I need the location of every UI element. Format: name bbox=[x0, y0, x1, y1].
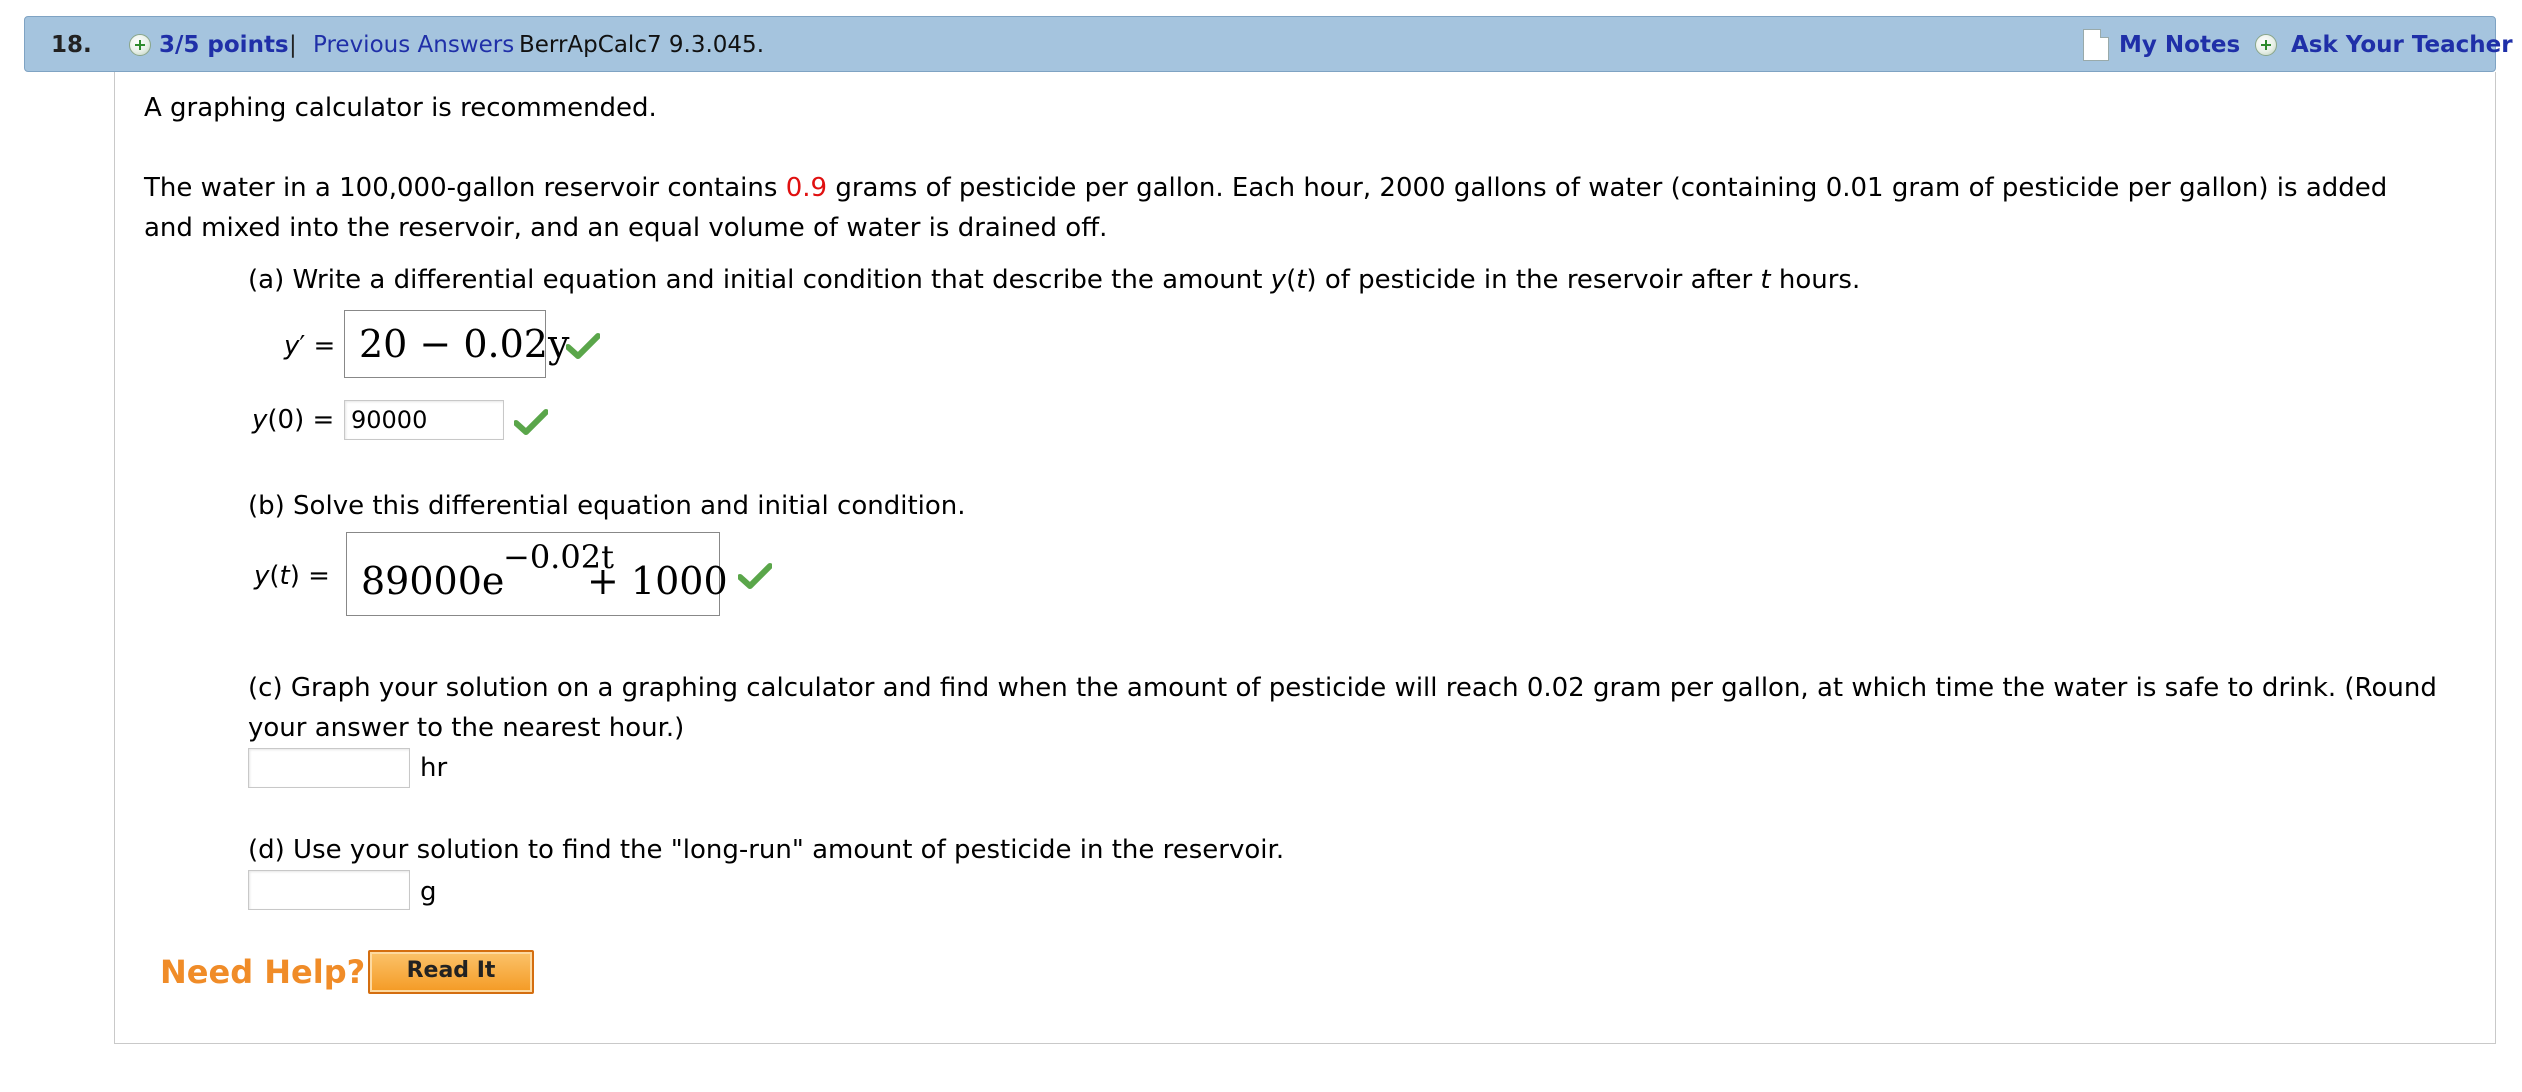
expand-plus-icon[interactable] bbox=[129, 34, 151, 56]
recommendation-text: A graphing calculator is recommended. bbox=[144, 93, 657, 123]
part-c-prompt-line1: (c) Graph your solution on a graphing calculator and find when the amount of pesticide will reach 0.02 gram per gallon, at which time the water is safe to drink. (Round bbox=[248, 673, 2437, 703]
question-number: 18. bbox=[51, 32, 92, 58]
problem-intro-line2: and mixed into the reservoir, and an equal volume of water is drained off. bbox=[144, 213, 1108, 243]
part-c-answer-input[interactable] bbox=[248, 748, 410, 788]
part-c-prompt-line2: your answer to the nearest hour.) bbox=[248, 713, 685, 743]
ask-teacher-plus-icon[interactable] bbox=[2255, 34, 2277, 56]
checkmark-icon bbox=[566, 332, 600, 360]
checkmark-icon bbox=[738, 562, 772, 590]
course-reference: BerrApCalc7 9.3.045. bbox=[519, 32, 765, 58]
part-b-prompt: (b) Solve this differential equation and initial condition. bbox=[248, 491, 966, 521]
deq-answer-box[interactable] bbox=[344, 310, 570, 378]
part-c-unit: hr bbox=[420, 753, 448, 783]
solution-base: 89000e bbox=[361, 559, 505, 603]
checkmark-icon bbox=[514, 408, 548, 436]
solution-label: y(t) = bbox=[254, 561, 330, 591]
my-notes-link[interactable]: My Notes bbox=[2119, 32, 2241, 58]
solution-answer-box[interactable] bbox=[346, 532, 728, 616]
previous-answers-link[interactable]: Previous Answers bbox=[313, 32, 515, 58]
solution-exponent: −0.02t bbox=[503, 538, 614, 576]
part-a-prompt: (a) Write a differential equation and initial condition that describe the amount y(t) of pesticide in the reservoir after t hours. bbox=[248, 265, 1861, 295]
ask-teacher-link[interactable]: Ask Your Teacher bbox=[2291, 32, 2513, 58]
initial-concentration-value: 0.9 bbox=[785, 173, 828, 203]
ic-label: y(0) = bbox=[252, 405, 335, 435]
deq-label: y′ = bbox=[284, 331, 336, 361]
question-header bbox=[24, 16, 2513, 72]
part-d-unit: g bbox=[420, 877, 437, 907]
problem-intro-line1: The water in a 100,000-gallon reservoir contains 0.9 grams of pesticide per gallon. Each hour, 2000 gallons of water (containing 0.01 gram of pesticide per gallon) is added bbox=[144, 173, 2388, 203]
part-d-prompt: (d) Use your solution to find the "long-run" amount of pesticide in the reservoir. bbox=[248, 835, 1285, 865]
part-d-answer-input[interactable] bbox=[248, 870, 410, 910]
deq-answer: 20 − 0.02y bbox=[359, 322, 570, 366]
header-separator: | bbox=[289, 32, 297, 58]
read-it-button[interactable]: Read It bbox=[368, 950, 534, 994]
ic-answer-input[interactable]: 90000 bbox=[344, 400, 504, 440]
solution-tail: + 1000 bbox=[587, 559, 728, 603]
points-link[interactable]: 3/5 points bbox=[159, 32, 289, 58]
need-help-label: Need Help? bbox=[160, 953, 366, 991]
note-page-icon[interactable] bbox=[2083, 29, 2109, 61]
